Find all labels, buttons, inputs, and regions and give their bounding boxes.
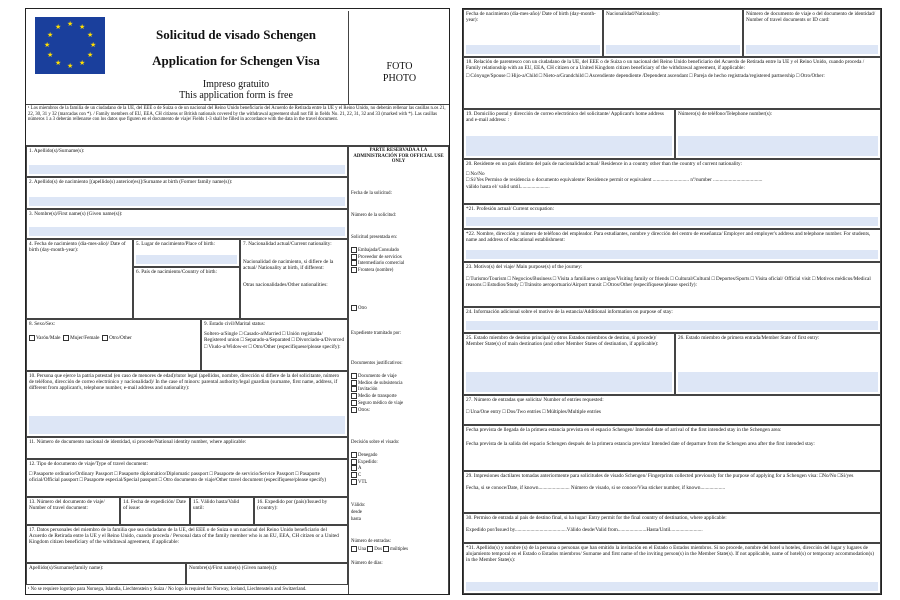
photo-label-es: FOTO bbox=[386, 61, 413, 72]
field-23-purpose[interactable] bbox=[463, 262, 881, 307]
official-decision-option[interactable]: A bbox=[351, 465, 378, 472]
field-1-label: 1. Apellido(s)/Surname(s): bbox=[29, 148, 85, 154]
sex-option-male[interactable]: Varón/Male bbox=[29, 335, 61, 341]
official-doc-option[interactable]: Documento de viaje bbox=[351, 373, 403, 380]
field-11-national-id[interactable] bbox=[26, 437, 348, 459]
entries-options[interactable]: □ Una/One entry □ Dos/Two entries □ Múltiples/Multiple entries bbox=[466, 409, 601, 416]
field-5-place-of-birth[interactable] bbox=[133, 239, 240, 267]
official-decision-option[interactable]: VTL bbox=[351, 479, 378, 486]
footnote: ¹ No se requiere logotipo para Noruega, Islandia, Liechtenstein y Suiza / No logo is required for Norway, Iceland, Liechtenstein and Switzerland. bbox=[28, 587, 307, 592]
field-17d-label: Nacionalidad/Nationality: bbox=[606, 11, 660, 17]
field-12-label: 12. Tipo de documento de viaje/Type of travel document: bbox=[29, 461, 149, 467]
field-6-label: 6. País de nacimiento/Country of birth: bbox=[136, 269, 217, 275]
intro-notes: ¹ Los miembros de la familia de un ciudadano de la UE, del EEE o de Suiza o de un nacional del Reino Unido beneficiario del Acuerdo de Retirada entre la UE y el Reino Unido, no deberán rellenar las casillas n.os 21, 22, 30, 31 y 32 (marcadas con *). / Family members of EU, EEA, CH citizens or British nationals covered by the withdrawal agreement shall not fill in fields No. 21, 22, 31, 32 and 33 (marked with *). Las casillas números 1 a 3 deberán rellenarse con los datos que figuren en el documento de viaje/ Fields 1-3 shall be filled in accordance with the data in the travel document. bbox=[26, 104, 449, 146]
official-lodged-option[interactable]: Intermediario comercial bbox=[351, 260, 404, 267]
field-27-entries[interactable] bbox=[463, 395, 881, 425]
field-17-family-member bbox=[26, 525, 348, 563]
residence-yes-option[interactable]: □ Sí/Yes Permiso de residencia o documento equivalente/ Residence permit or equivalent ............................ nº/number ...................................... bbox=[466, 177, 763, 184]
field-8-sex bbox=[26, 319, 201, 371]
official-entries-option[interactable]: Una bbox=[351, 547, 366, 552]
official-entries-label: Número de entradas: bbox=[351, 539, 391, 544]
field-30b-label: Expedido por/Issued by........................................Válido desde/Valid from......................Hasta/Until......................... bbox=[466, 527, 703, 534]
field-28a-label: Fecha prevista de llegada de la primera estancia prevista en el espacio Schengen/ Intended date of arrival of the first intended stay in the Schengen area: bbox=[466, 427, 782, 433]
field-24-additional-info[interactable] bbox=[463, 307, 881, 333]
official-days-label: Número de días: bbox=[351, 561, 383, 566]
field-17e-document-number[interactable] bbox=[743, 9, 881, 57]
official-valid-from: desde bbox=[351, 510, 362, 515]
official-lodged-option[interactable]: Embajada/Consulado bbox=[351, 247, 404, 254]
field-13-doc-number[interactable] bbox=[26, 497, 120, 525]
field-15-valid-until[interactable] bbox=[190, 497, 254, 525]
field-19b-label: Número(s) de teléfono/Telephone number(s): bbox=[678, 111, 772, 117]
field-31-inviting-person[interactable] bbox=[463, 543, 881, 594]
field-17c-date-of-birth[interactable] bbox=[463, 9, 603, 57]
field-26-label: 26. Estado miembro de primera entrada/Member State of first entry: bbox=[678, 335, 820, 341]
form-page-2 bbox=[462, 8, 882, 595]
sex-option-female[interactable]: Mujer/Female bbox=[63, 335, 99, 341]
field-17b-first-name[interactable] bbox=[186, 563, 348, 585]
field-4-label: 4. Fecha de nacimiento (día-mes-año)/ Date of birth (day-month-year): bbox=[29, 241, 126, 254]
field-2-label: 2. Apellido(s) de nacimiento [(apellido(s) anterior(es)]/Surname at birth (Former family name(s)): bbox=[29, 179, 233, 185]
residence-valid-until: válido hasta el/ valid until....................... bbox=[466, 183, 550, 190]
field-30-entry-permit[interactable] bbox=[463, 513, 881, 543]
official-handled-label: Expediente tramitado por: bbox=[351, 331, 402, 336]
field-25-label: 25. Estado miembro de destino principal (y otros Estados miembros de destino, si procede)/ Member State(s) of main destination (and other Member States of destination, if applicable): bbox=[466, 335, 659, 348]
field-28b-label: Fecha prevista de la salida del espacio Schengen después de la primera estancia prevista/ Intended date of departure from the Schengen area after the first intended stay: bbox=[466, 441, 815, 448]
eu-flag-logo: ★ ★ ★ ★ ★ ★ ★ ★ ★ ★ ★ ★ bbox=[35, 17, 105, 74]
family-relationship-options[interactable]: □ Cónyuge/Spouse □ Hijo-a/Child □ Nieto-a/Grandchild □ Ascendiente dependiente /Dependent ascendant □ Pareja de hecho registrada/registered partnership □ Otro/Other: bbox=[466, 73, 825, 80]
field-3-first-name[interactable] bbox=[26, 209, 348, 239]
field-23-label: 23. Motivo(s) del viaje/ Main purpose(s) of the journey: bbox=[466, 264, 583, 270]
field-10-guardian[interactable] bbox=[26, 371, 348, 437]
photo-box bbox=[348, 11, 450, 104]
field-19-home-address[interactable] bbox=[463, 109, 675, 159]
field-9-marital-status[interactable] bbox=[201, 319, 348, 371]
field-19-label: 19. Domicilio postal y dirección de correo electrónico del solicitante/ Applicant's home address and e-mail address: : bbox=[466, 111, 664, 124]
field-17c-label: Fecha de nacimiento (día-mes-año)/ Date of birth (day-month-year): bbox=[466, 11, 596, 24]
field-20-label: 20. Residente en un país distinto del país de nacionalidad actual/ Residence in a country other than the country of current nationality: bbox=[466, 161, 743, 167]
official-lodged-label: Solicitud presentada en: bbox=[351, 235, 398, 240]
official-doc-option[interactable]: Medio de transporte bbox=[351, 393, 403, 400]
residence-no-option[interactable]: □ No/No bbox=[466, 171, 485, 178]
field-14-issue-date[interactable] bbox=[120, 497, 190, 525]
travel-doc-type-options[interactable]: □ Pasaporte ordinario/Ordinary Passport □ Pasaporte diplomático/Diplomatic passport □ Pasaporte de servicio/Service Passport □ Pasaporte oficial/Official passport □ Pasaporte especial/Special passport □ Otro documento de viaje/Other travel document (especifíquese/please specify) bbox=[29, 471, 327, 484]
field-19b-telephone[interactable] bbox=[675, 109, 881, 159]
official-lodged-option[interactable]: Proveedor de servicios bbox=[351, 254, 404, 261]
field-3-label: 3. Nombre(s)/First name(s) (Given name(s)): bbox=[29, 211, 123, 217]
field-18-family-relationship[interactable] bbox=[463, 57, 881, 109]
official-doc-option[interactable]: Invitación bbox=[351, 386, 403, 393]
field-17-label: 17. Datos personales del miembro de la familia que sea ciudadano de la UE, del EEE o de Suiza o un nacional del Reino Unido beneficiario del Acuerdo de Retirada entre la UE y el Reino Unido, cuando proceda / Personal data of the family member who is an EU, EEA, CH citizen or a United Kingdom citizen beneficiary of the withdrawal agreement, if applicable: bbox=[29, 527, 339, 546]
official-lodged-option[interactable]: Frontera (nombre) bbox=[351, 267, 404, 274]
official-date-label: Fecha de la solicitud: bbox=[351, 191, 392, 196]
official-decision-option[interactable]: Denegado bbox=[351, 452, 378, 459]
field-9-label: 9. Estado civil/Marital status: bbox=[204, 321, 266, 327]
official-other-option[interactable]: Otro bbox=[351, 305, 367, 312]
field-13-label: 13. Número del documento de viaje/ Number of travel document: bbox=[29, 499, 105, 512]
field-16-label: 16. Expedido por (país)/Issued by (country): bbox=[257, 499, 328, 512]
field-25-destination[interactable] bbox=[463, 333, 675, 395]
form-title-es: Solicitud de visado Schengen bbox=[155, 27, 316, 42]
field-17b-label: Nombre(s)/First name(s) (Given name(s)): bbox=[189, 565, 278, 571]
field-6-country-of-birth[interactable] bbox=[133, 267, 240, 319]
field-17a-label: Apellido(s)/Surname(family name): bbox=[29, 565, 104, 571]
official-use-column bbox=[348, 146, 449, 595]
field-22-label: *22. Nombre, dirección y número de teléfono del empleador. Para estudiantes, nombre y dirección del centro de enseñanza/ Employer and employer's address and telephone number. For students, name and address of educational establishment: bbox=[466, 231, 871, 244]
free-notice-en: This application form is free bbox=[179, 90, 293, 101]
free-notice-es: Impreso gratuito bbox=[202, 79, 270, 90]
field-7b-label: Nacionalidad de nacimiento, si difiere de la actual/ Nationality at birth, if different: bbox=[243, 259, 334, 272]
field-29b-label: Fecha, si se conoce/Date, if known........................ Número de visado, si se conoce/Visa sticker number, if known................... bbox=[466, 485, 726, 492]
official-doc-option[interactable]: Otros: bbox=[351, 407, 403, 414]
official-valid-until: hasta bbox=[351, 517, 361, 522]
official-entries-option[interactable]: múltiples bbox=[383, 547, 408, 552]
field-22-employer[interactable] bbox=[463, 229, 881, 262]
official-doc-option[interactable]: Medios de subsistencia bbox=[351, 380, 403, 387]
field-24-label: 24. Información adicional sobre el motivo de la estancia/Additional information on purpose of stay: bbox=[466, 309, 673, 315]
field-10-label: 10. Persona que ejerce la patria potestad (en caso de menores de edad)/tutor legal (apellidos, nombre, dirección si difiere de la del solicitante, número de teléfono, dirección de correo electrónico y nacionalidad)/ In the case of minors: parental authority/legal guardian (surname, first name, address, if different from applicant's, telephone number, e-mail address and nationality): bbox=[29, 373, 340, 392]
form-title-en: Application for Schengen Visa bbox=[152, 53, 320, 68]
field-27-label: 27. Número de entradas que solicita/ Number of entries requested: bbox=[466, 397, 604, 403]
field-20-residence[interactable] bbox=[463, 159, 881, 204]
official-decision-option[interactable]: C bbox=[351, 472, 378, 479]
sex-option-other[interactable]: Otro/Other bbox=[102, 335, 132, 341]
field-21-label: *21. Profesión actual/ Current occupation: bbox=[466, 206, 555, 212]
purpose-options[interactable]: □ Turismo/Tourism □ Negocios/Business □ Visita a familiares o amigos/Visiting family or friends □ Cultural/Cultural □ Deportes/Sports □ Visita oficial/ Official visit □ Motivos médicos/Medical reasons □ Estudios/Study □ Tránsito aeroportuario/Airport transit □ Otros/Other (especifíquese/please specify): bbox=[466, 276, 871, 289]
field-5-label: 5. Lugar de nacimiento/Place of birth: bbox=[136, 241, 215, 247]
official-doc-option[interactable]: Seguro médico de viaje bbox=[351, 400, 403, 407]
field-7-label: 7. Nacionalidad actual/Current nationality: bbox=[243, 241, 332, 247]
field-28-dates[interactable] bbox=[463, 425, 881, 471]
field-8-label: 8. Sexo/Sex: bbox=[29, 321, 56, 327]
field-26-first-entry[interactable] bbox=[675, 333, 881, 395]
official-decision-label: Decisión sobre el visado: bbox=[351, 440, 400, 445]
field-16-issued-by[interactable] bbox=[254, 497, 348, 525]
field-14-label: 14. Fecha de expedición/ Date of issue: bbox=[123, 499, 186, 512]
field-30-label: 30. Permiso de entrada al país de destino final, si ha lugar/ Entry permit for the final country of destination, where applicable: bbox=[466, 515, 727, 521]
official-number-label: Número de la solicitud: bbox=[351, 213, 397, 218]
official-entries-option[interactable]: Dos bbox=[367, 547, 382, 552]
official-valid-label: Válido: bbox=[351, 503, 366, 508]
field-29-label: 29. Impresiones dactilares tomadas anteriormente para solicitudes de visado Schengen/ Fingerprints collected previously for the purpose of applying for a Schengen visa: □No/No □Sí/yes bbox=[466, 473, 854, 479]
official-use-header: PARTE RESERVADA A LA ADMINISTRACIÓN FOR OFFICIAL USE ONLY bbox=[353, 148, 444, 165]
marital-status-options[interactable]: Soltero-a/Single □ Casado-a/Married □ Unión registrada/ Registered union □ Separado-a/Separated □ Divorciado-a/Divorced □ Viudo-a/Widow-er □ Otro/Other (especifíquese/please specify): bbox=[204, 331, 345, 350]
field-7c-label: Otras nacionalidades/Other nationalities: bbox=[243, 281, 328, 288]
field-12-travel-doc-type[interactable] bbox=[26, 459, 348, 497]
field-7-nationality[interactable] bbox=[240, 239, 348, 319]
field-15-label: 15. Válido hasta/Valid until: bbox=[193, 499, 240, 512]
field-17e-label: Número de documento de viaje o del documento de identidad/ Number of travel documents or ID card: bbox=[746, 11, 876, 24]
field-31-label: *31. Apellido(s) y nombre (s) de la persona o personas que han emitido la invitación en el Estado o Estados miembros. Si no procede, nombre del hotel u hoteles, dirección del lugar y lugares de alojamiento temporal en el Estado o Estados miembros/ Surname and first name of the inviting person(s) in the Member State(s). If not applicable, name of hotel(s) or temporary accommodation(s) in the Member State(s): bbox=[466, 545, 874, 564]
photo-label-en: PHOTO bbox=[382, 73, 417, 84]
field-17d-nationality[interactable] bbox=[603, 9, 743, 57]
field-2-surname-at-birth[interactable] bbox=[26, 177, 348, 209]
form-page-1 bbox=[25, 8, 450, 595]
field-18-label: 18. Relación de parentesco con un ciudadano de la UE, del EEE o de Suiza o un nacional del Reino Unido beneficiario del Acuerdo de Retirada entre la UE y el Reino Unido, cuando proceda / Family relationship with an EU, EEA, CH citizen or a United Kingdom citizen beneficiary of the withdrawal agreement, if applicable: bbox=[466, 59, 865, 72]
field-17a-surname[interactable] bbox=[26, 563, 186, 585]
field-29-fingerprints[interactable] bbox=[463, 471, 881, 513]
field-1-surname[interactable] bbox=[26, 146, 348, 177]
field-21-occupation[interactable] bbox=[463, 204, 881, 229]
field-11-label: 11. Número de documento nacional de identidad, si procede/National identity number, where applicable: bbox=[29, 439, 247, 445]
official-decision-option[interactable]: Expedido: bbox=[351, 459, 378, 466]
field-4-date-of-birth[interactable] bbox=[26, 239, 133, 319]
official-docs-label: Documentos justificativos: bbox=[351, 361, 403, 366]
